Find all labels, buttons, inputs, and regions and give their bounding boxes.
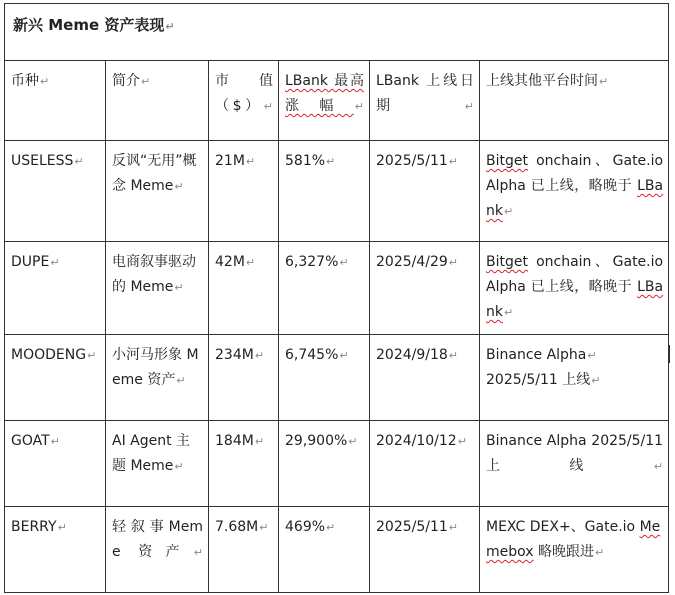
cell-mcap[interactable]: 42M↵ <box>209 242 279 335</box>
cell-mcap[interactable]: 184M↵ <box>209 421 279 507</box>
header-coin[interactable]: 币种↵ <box>5 61 106 141</box>
cell-mcap[interactable]: 21M↵ <box>209 141 279 242</box>
table-row <box>5 141 669 242</box>
cell-other[interactable]: Bitget onchain、Gate.io Alpha 已上线，略晚于 LBank↵ <box>480 242 669 335</box>
cell-date[interactable]: 2025/4/29↵ <box>370 242 480 335</box>
cell-date[interactable]: 2024/10/12↵ <box>370 421 480 507</box>
cell-coin[interactable]: MOODENG↵ <box>5 335 106 421</box>
header-other-platforms[interactable]: 上线其他平台时间↵ <box>480 61 669 141</box>
cell-gain[interactable]: 6,745%↵ <box>279 335 370 421</box>
cell-gain[interactable]: 29,900%↵ <box>279 421 370 507</box>
cell-coin[interactable]: BERRY↵ <box>5 507 106 593</box>
cell-coin[interactable]: GOAT↵ <box>5 421 106 507</box>
cell-gain[interactable]: 6,327%↵ <box>279 242 370 335</box>
cell-intro[interactable]: AI Agent 主题 Meme↵ <box>106 421 209 507</box>
cell-other[interactable]: Bitget onchain、Gate.io Alpha 已上线，略晚于 LBank↵ <box>480 141 669 242</box>
cell-coin[interactable]: DUPE↵ <box>5 242 106 335</box>
table-row <box>5 421 669 507</box>
paragraph-mark-icon: ↵ <box>165 20 175 33</box>
header-lbank-max-gain[interactable]: LBank 最高涨幅↵ <box>279 61 370 141</box>
cell-date[interactable]: 2025/5/11↵ <box>370 507 480 593</box>
text-cursor <box>669 345 670 363</box>
table-row <box>5 242 669 335</box>
cell-intro[interactable]: 轻 叙 事 Meme 资产↵ <box>106 507 209 593</box>
header-intro[interactable]: 简介↵ <box>106 61 209 141</box>
cell-other[interactable]: Binance Alpha 2025/5/11 上线↵ <box>480 421 669 507</box>
cell-mcap[interactable]: 7.68M↵ <box>209 507 279 593</box>
cell-date[interactable]: 2024/9/18↵ <box>370 335 480 421</box>
cell-mcap[interactable]: 234M↵ <box>209 335 279 421</box>
header-row <box>5 61 669 141</box>
header-mcap[interactable]: 市 值（$）↵ <box>209 61 279 141</box>
meme-asset-table <box>4 3 669 593</box>
cell-intro[interactable]: 电商叙事驱动的 Meme↵ <box>106 242 209 335</box>
table-title: 新兴 Meme 资产表现 <box>13 16 165 34</box>
table-title-cell[interactable] <box>5 4 669 61</box>
cell-gain[interactable]: 469%↵ <box>279 507 370 593</box>
cell-gain[interactable]: 581%↵ <box>279 141 370 242</box>
cell-intro[interactable]: 小河马形象 Meme 资产↵ <box>106 335 209 421</box>
table-row <box>5 507 669 593</box>
cell-intro[interactable]: 反讽“无用”概念 Meme↵ <box>106 141 209 242</box>
cell-other[interactable]: MEXC DEX+、Gate.io Memebox 略晚跟进↵ <box>480 507 669 593</box>
cell-date[interactable]: 2025/5/11↵ <box>370 141 480 242</box>
cell-other[interactable]: Binance Alpha↵ 2025/5/11 上线↵ <box>480 335 669 421</box>
cell-coin[interactable]: USELESS↵ <box>5 141 106 242</box>
header-lbank-listing-date[interactable]: LBank 上线日期↵ <box>370 61 480 141</box>
table-row <box>5 335 669 421</box>
